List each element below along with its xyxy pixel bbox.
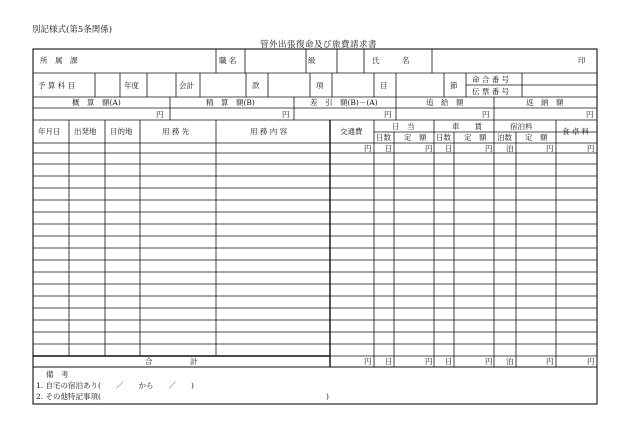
col-destination-header: 目的地	[110, 127, 133, 136]
col-meal-header: 食 卓 料	[562, 127, 590, 136]
car-days-unit: 日	[445, 144, 453, 153]
lodging-nights-subheader: 泊数	[497, 133, 512, 142]
daily-fixed-unit: 円	[425, 144, 433, 153]
account-label: 会計	[179, 81, 194, 90]
name-label: 氏 名	[372, 56, 410, 65]
daily-fixed-subheader: 定 額	[404, 133, 427, 142]
lodging-fixed-unit: 円	[546, 144, 554, 153]
lodging-nights-unit: 泊	[506, 144, 514, 153]
total-lodging-fixed-unit: 円	[546, 357, 554, 366]
daily-days-subheader: 日数	[376, 133, 391, 142]
settled-amount-label: 精 算 額(B)	[206, 98, 255, 107]
total-meal-unit: 円	[587, 357, 595, 366]
difference-amount-label: 差 引 額(B)－(A)	[310, 98, 378, 107]
total-daily-days-unit: 日	[385, 357, 393, 366]
col-car-fare-header: 車 賃	[452, 122, 482, 131]
settled-yen-unit: 円	[282, 110, 290, 119]
setsu-label: 節	[450, 81, 458, 90]
moku-label: 目	[380, 81, 388, 90]
refund-yen-unit: 円	[586, 110, 594, 119]
grade-label: 級	[308, 56, 316, 65]
total-daily-fixed-unit: 円	[425, 357, 433, 366]
budget-item-label: 予 算 科 目	[38, 81, 76, 90]
total-car-days-unit: 日	[445, 357, 453, 366]
col-lodging-header: 宿泊料	[510, 122, 533, 131]
total-lodging-nights-unit: 泊	[506, 357, 514, 366]
total-label: 合 計	[145, 357, 198, 366]
department-label: 所 属 課	[40, 56, 78, 65]
order-number-label: 命 合 番 号	[472, 75, 510, 84]
col-business-place-header: 用 務 先	[162, 127, 190, 136]
remarks-title: 備 考	[46, 370, 69, 379]
car-fixed-unit: 円	[485, 144, 493, 153]
col-business-content-header: 用 務 内 容	[250, 127, 288, 136]
seal-mark: 印	[578, 56, 586, 65]
transport-unit: 円	[364, 144, 372, 153]
difference-yen-unit: 円	[384, 110, 392, 119]
document-title: 管外出張復命及び旅費請求書	[260, 40, 378, 50]
col-departure-header: 出発地	[74, 127, 97, 136]
form-number-note: 別記様式(第5条関係)	[32, 25, 113, 35]
car-days-subheader: 日数	[436, 133, 451, 142]
remarks-other-notes: 2. その他特記事項( )	[36, 392, 329, 401]
remarks-home-stay: 1. 自宅の宿泊あり( ／ から ／ )	[36, 381, 194, 390]
daily-days-unit: 日	[385, 144, 393, 153]
additional-payment-label: 追 給 額	[426, 98, 464, 107]
refund-amount-label: 返 納 額	[526, 98, 564, 107]
col-transport-header: 交通費	[340, 127, 363, 136]
estimate-yen-unit: 円	[156, 110, 164, 119]
fiscal-year-label: 年度	[124, 81, 139, 90]
kan-label: 款	[252, 81, 260, 90]
total-transport-unit: 円	[364, 357, 372, 366]
job-title-label: 職 名	[219, 56, 237, 65]
car-fixed-subheader: 定 額	[464, 133, 487, 142]
estimate-amount-label: 概 算 額(A)	[72, 98, 121, 107]
meal-unit: 円	[587, 144, 595, 153]
voucher-number-label: 伝 票 番 号	[472, 87, 510, 96]
additional-yen-unit: 円	[482, 110, 490, 119]
lodging-fixed-subheader: 定 額	[525, 133, 548, 142]
col-daily-allowance-header: 日 当	[392, 122, 415, 131]
kou-label: 項	[316, 81, 324, 90]
total-car-fixed-unit: 円	[485, 357, 493, 366]
col-date-header: 年月日	[38, 127, 61, 136]
